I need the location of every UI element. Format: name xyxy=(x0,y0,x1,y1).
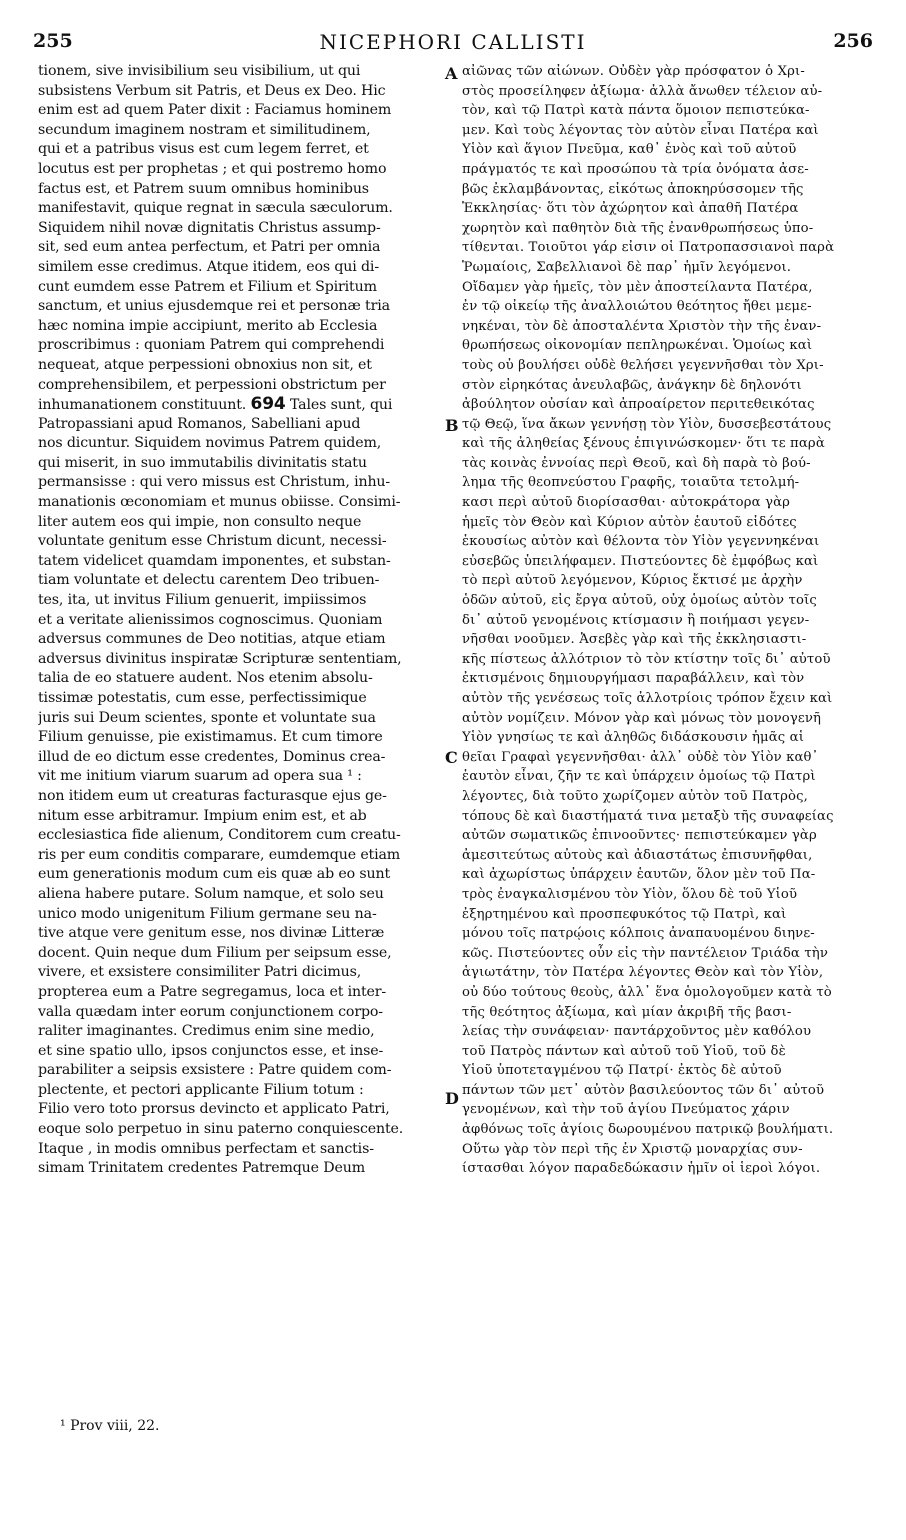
latin-text-line: cunt eumdem esse Patrem et Filium et Spiritum xyxy=(38,278,377,295)
greek-text-line: Ἐκκλησίας· ὅτι τὸν ἀχώρητον καὶ ἀπαθῆ Πατέρα xyxy=(462,201,799,217)
latin-text-line: Patropassiani apud Romanos, Sabelliani apud xyxy=(38,415,361,432)
latin-text-line: et sine spatio ullo, ipsos conjunctos esse, et inse- xyxy=(38,1042,384,1059)
greek-text-line: τρὸς ἐναγκαλισμένου τὸν Υἱὸν, ὅλου δὲ τοῦ Υἱοῦ xyxy=(462,886,798,902)
latin-text-line: nequeat, atque perpessioni obnoxius non sit, et xyxy=(38,356,372,373)
greek-text-line: αὐτῶν σωματικῶς ἐπινοοῦντες· πεπιστεύκαμεν γὰρ xyxy=(462,828,817,844)
latin-text-line: factus est, et Patrem suum omnibus hominibus xyxy=(38,180,369,197)
latin-text-line: plectente, et pectori applicante Filium totum : xyxy=(38,1081,364,1098)
greek-text-line: χωρητὸν καὶ παθητὸν διὰ τῆς ἐνανθρωπήσεως ὑπο- xyxy=(462,220,814,236)
greek-text-line: ὁδῶν αὐτοῦ, εἰς ἔργα αὐτοῦ, οὐχ ὁμοίως αὐτὸν τοῖς xyxy=(462,593,817,609)
latin-text-line: tionem, sive invisibilium seu visibilium, ut qui xyxy=(38,63,361,79)
latin-text-line: parabiliter a seipsis exsistere : Patre quidem com- xyxy=(38,1062,392,1079)
latin-text-line: talia de eo statuere audent. Nos etenim absolu- xyxy=(38,670,373,687)
greek-text-line: ἡμεῖς τὸν Θεὸν καὶ Κύριον αὐτὸν ἑαυτοῦ εἰδότες xyxy=(462,514,797,530)
latin-text-line: raliter imaginantes. Credimus enim sine medio, xyxy=(38,1023,375,1040)
latin-text-line: aliena habere putare. Solum namque, et solo seu xyxy=(38,885,384,902)
greek-text-line: ἐξηρτημένου καὶ προσπεφυκότος τῷ Πατρὶ, καὶ xyxy=(462,906,787,922)
latin-text-line: eoque solo perpetuo in sinu paterno conquiescente. xyxy=(38,1121,404,1138)
latin-text-line: vivere, et exsistere consimiliter Patri dicimus, xyxy=(38,964,362,981)
greek-text-line: τὸ περὶ αὐτοῦ λεγόμενον, Κύριος ἔκτισέ με ἀρχὴν xyxy=(462,573,803,589)
latin-text-line: adversus communes de Deo notitias, atque etiam xyxy=(38,631,386,648)
greek-text-line: νηκέναι, τὸν δὲ ἀποσταλέντα Χριστὸν τὴν τῆς ἐναν- xyxy=(462,318,822,334)
latin-text-line: qui miserit, in suo immutabilis divinitatis statu xyxy=(38,454,367,471)
greek-text-line: τίθενται. Τοιοῦτοι γάρ εἰσιν οἱ Πατροπασσιανοὶ παρὰ xyxy=(462,240,835,256)
latin-text-line: tiam voluntate et delectu carentem Deo tribuen- xyxy=(38,572,380,589)
latin-text-line: nitum esse arbitramur. Impium enim est, et ab xyxy=(38,807,367,824)
greek-text-line: δι᾽ αὐτοῦ γενομένοις κτίσμασιν ἢ ποιήμασι γεγεν- xyxy=(462,612,810,628)
greek-text-line: τόπους δὲ καὶ διαστήματά τινα μεταξὺ τῆς συναφείας xyxy=(462,808,834,824)
greek-text-line: στὸς προσείληφεν ἀξίωμα· ἀλλὰ ἄνωθεν τέλειον αὐ- xyxy=(462,83,823,99)
greek-text-line: στὸν εἰρηκότας ἀνευλαβῶς, ἀνάγκην δὲ δηλονότι xyxy=(462,377,802,393)
page-number-left: 255 xyxy=(33,30,73,52)
latin-text-line: hæc nomina impie accipiunt, merito ab Ecclesia xyxy=(38,317,378,334)
greek-text-line: πράγματός τε καὶ προσώπου τὰ τρία ὀνόματα ἀσε- xyxy=(462,161,809,177)
latin-text-line: ris per eum conditis comparare, eumdemque etiam xyxy=(38,846,401,863)
greek-text-line: Υἱὸν γνησίως τε καὶ ἀληθῶς διδάσκουσιν ἡμᾶς αἱ xyxy=(462,730,805,746)
greek-text-line: ἑκουσίως αὐτὸν καὶ θέλοντα τὸν Υἱὸν γεγεννηκέναι xyxy=(462,534,820,550)
latin-text-line: similem esse credimus. Atque itidem, eos qui di- xyxy=(38,258,379,275)
greek-text-line: λέγοντες, διὰ τοῦτο χωρίζομεν αὐτὸν τοῦ Πατρὸς, xyxy=(462,788,809,804)
page-number-right: 256 xyxy=(833,30,873,52)
latin-text-line: et a veritate alienissimos cognoscimus. Quoniam xyxy=(38,611,383,628)
greek-text-line: καὶ τῆς ἀληθείας ξένους ἐπιγινώσκομεν· ὅτι τε παρὰ xyxy=(462,436,825,452)
latin-text-line: sit, sed eum antea perfectum, et Patri per omnia xyxy=(38,239,381,256)
running-title: NICEPHORI CALLISTI xyxy=(319,30,587,54)
greek-text-line: κασι περὶ αὐτοῦ διορίσασθαι· αὐτοκράτορα γὰρ xyxy=(462,495,791,511)
latin-text-line: inhumanationem constituunt. 694 Tales sunt, qui xyxy=(38,395,393,415)
greek-text-line: λημα τῆς θεοπνεύστου Γραφῆς, τοιαῦτα τετολμή- xyxy=(462,475,800,491)
greek-text-line: κῶς. Πιστεύοντες οὖν εἰς τὴν παντέλειον Τριάδα τὴν xyxy=(462,945,828,961)
greek-text-line: θρωπήσεως οἰκονομίαν πεπληρωκέναι. Ὁμοίως καὶ xyxy=(462,338,813,354)
greek-text-line: οὐ δύο τούτους θεοὺς, ἀλλ᾽ ἕνα ὁμολογοῦμεν κατὰ τὸ xyxy=(462,984,832,1000)
greek-text-line: ἀβούλητον οὐσίαν καὶ ἀπροαίρετον περιτεθεικότας xyxy=(462,397,815,413)
greek-text-line: τὰς κοινὰς ἐννοίας περὶ Θεοῦ, καὶ δὴ παρὰ τὸ βού- xyxy=(462,455,811,471)
section-marker-a: A xyxy=(445,64,458,83)
latin-text-line: Filio vero toto prorsus devincto et applicato Patri, xyxy=(38,1101,390,1118)
latin-text-line: Filium genuisse, pie existimamus. Et cum timore xyxy=(38,729,383,746)
column-number: 694 xyxy=(250,395,286,415)
section-marker-d: D xyxy=(445,1089,459,1108)
latin-text-line: sanctum, et unius ejusdemque rei et personæ tria xyxy=(38,298,390,315)
latin-text-line: proscribimus : quoniam Patrem qui comprehendi xyxy=(38,337,385,354)
latin-text-line: simam Trinitatem credentes Patremque Deum xyxy=(38,1160,366,1177)
latin-text-line: illud de eo dictum esse credentes, Dominus crea- xyxy=(38,748,386,765)
greek-text-line: ἐκτισμένοις δημιουργήμασι παραβάλλειν, καὶ τὸν xyxy=(462,671,805,687)
latin-text-line: voluntate genitum esse Christum dicunt, necessi- xyxy=(38,533,387,550)
latin-text-line: qui et a patribus visus est cum legem ferret, et xyxy=(38,141,369,158)
greek-text-line: τοὺς οὐ βουλήσει οὐδὲ θελήσει γεγεννῆσθαι τὸν Χρι- xyxy=(462,357,824,373)
greek-text-line: Ῥωμαίοις, Σαβελλιανοὶ δὲ παρ᾽ ἡμῖν λεγόμενοι. xyxy=(462,259,792,275)
latin-text-line: nos dicuntur. Siquidem novimus Patrem quidem, xyxy=(38,435,382,452)
greek-text-line: νῆσθαι νοοῦμεν. Ἀσεβὲς γὰρ καὶ τῆς ἐκκλησιαστι- xyxy=(462,632,807,648)
greek-text-line: Οὕτω γὰρ τὸν περὶ τῆς ἐν Χριστῷ μοναρχίας συν- xyxy=(462,1141,803,1157)
latin-text-line: comprehensibilem, et perpessioni obstrictum per xyxy=(38,376,386,393)
greek-text-line: αἰῶνας τῶν αἰώνων. Οὐδὲν γὰρ πρόσφατον ὁ Χρι- xyxy=(462,64,805,79)
greek-text-line: Οἴδαμεν γὰρ ἡμεῖς, τὸν μὲν ἀποστείλαντα Πατέρα, xyxy=(462,279,813,295)
greek-text-line: λείας τὴν συνάφειαν· παντάρχοῦντος μὲν καθόλου xyxy=(462,1024,812,1040)
latin-text-line: Itaque , in modis omnibus perfectam et sanctis- xyxy=(38,1140,374,1157)
greek-text-line: πάντων τῶν μετ᾽ αὐτὸν βασιλεύοντος τῶν δι᾽ αὐτοῦ xyxy=(462,1082,825,1098)
latin-text-line: juris sui Deum scientes, sponte et voluntate sua xyxy=(38,709,376,726)
latin-column xyxy=(38,62,440,1179)
latin-text-line: tissimæ potestatis, cum esse, perfectissimique xyxy=(38,690,367,706)
greek-column xyxy=(462,62,864,1179)
section-marker-b: B xyxy=(445,416,459,435)
latin-text-line: docent. Quin neque dum Filium per seipsum esse, xyxy=(38,944,392,961)
greek-text-line: τῆς θεότητος ἀξίωμα, καὶ μίαν ἀκριβῆ τῆς βασι- xyxy=(462,1004,792,1020)
latin-text-line: liter autem eos qui impie, non consulto neque xyxy=(38,513,362,530)
latin-text-line: Siquidem nihil novæ dignitatis Christus assump- xyxy=(38,219,381,236)
latin-text-line: manifestavit, quique regnat in sæcula sæculorum. xyxy=(38,200,393,217)
latin-text-line: manationis œconomiam et munus obiisse. Consimi- xyxy=(38,494,401,511)
section-marker-c: C xyxy=(445,748,458,767)
greek-text-line: βῶς ἐκλαμβάνοντας, εἰκότως ἀποκηρύσσομεν τῆς xyxy=(462,181,804,197)
greek-text-line: μεν. Καὶ τοὺς λέγοντας τὸν αὐτὸν εἶναι Πατέρα καὶ xyxy=(462,122,819,138)
greek-text-line: τῷ Θεῷ, ἵνα ἄκων γεννήσῃ τὸν Υἱὸν, δυσσεβεστάτους xyxy=(462,416,832,432)
greek-text-line: Υἱοῦ ὑποτεταγμένου τῷ Πατρί· ἐκτὸς δὲ αὐτοῦ xyxy=(462,1063,782,1079)
latin-text-line: propterea eum a Patre segregamus, loca et inter- xyxy=(38,983,387,1000)
greek-text-line: αὐτὸν νομίζειν. Μόνον γὰρ καὶ μόνως τὸν μονογενῆ xyxy=(462,710,822,726)
latin-text-line: non itidem eum ut creaturas facturasque ejus ge- xyxy=(38,787,387,804)
latin-text-line: secundum imaginem nostram et similitudinem, xyxy=(38,121,371,138)
greek-text-line: τὸν, καὶ τῷ Πατρὶ κατὰ πάντα ὅμοιον πεπιστεύκα- xyxy=(462,103,810,119)
latin-text-line: locutus est per prophetas ; et qui postremo homo xyxy=(38,160,387,177)
greek-text-line: ἀφθόνως τοῖς ἁγίοις δωρουμένου πατρικῷ βουλήματι. xyxy=(462,1122,834,1138)
greek-text-line: αὐτὸν τῆς γενέσεως τοῖς ἀλλοτρίοις τρόπον ἔχειν καὶ xyxy=(462,691,833,706)
greek-text-line: θεῖαι Γραφαὶ γεγεννῆσθαι· ἀλλ᾽ οὐδὲ τὸν Υἱὸν καθ᾽ xyxy=(462,749,819,765)
greek-text-line: μόνου τοῖς πατρῴοις κόλποις ἀναπαυομένου διηνε- xyxy=(462,926,815,942)
latin-text-line: tatem videlicet quamdam imponentes, et substan- xyxy=(38,552,391,569)
greek-text-line: ίστασθαι λόγον παραδεδώκασιν ἡμῖν οἱ ἱεροὶ λόγοι. xyxy=(462,1161,821,1177)
greek-text-line: εὐσεβῶς ὑπειλήφαμεν. Πιστεύοντες δὲ ἐμφόβως καὶ xyxy=(462,553,819,569)
latin-text-line: subsistens Verbum sit Patris, et Deus ex Deo. Hic xyxy=(38,82,386,99)
greek-text-line: ἑαυτὸν εἶναι, ζῆν τε καὶ ὑπάρχειν ὁμοίως τῷ Πατρὶ xyxy=(462,769,816,785)
latin-text-line: tes, ita, ut invitus Filium genuerit, impiissimos xyxy=(38,592,367,609)
latin-text-line: enim est ad quem Pater dixit : Faciamus hominem xyxy=(38,102,392,119)
greek-text-line: Υἱὸν καὶ ἅγιον Πνεῦμα, καθ᾽ ἑνὸς καὶ τοῦ αὐτοῦ xyxy=(462,142,797,158)
greek-text-line: γενομένων, καὶ τὴν τοῦ ἁγίου Πνεύματος χάριν xyxy=(462,1102,790,1118)
latin-text-line: unico modo unigenitum Filium germane seu na- xyxy=(38,905,377,922)
footnote: ¹ Prov viii, 22. xyxy=(60,1418,160,1434)
latin-text-line: valla quædam inter eorum conjunctionem corpo- xyxy=(38,1003,383,1020)
greek-text-line: ἀμεσιτεύτως αὐτοὺς καὶ ἀδιαστάτως ἐπισυνῆφθαι, xyxy=(462,847,813,863)
greek-text-line: ἁγιωτάτην, τὸν Πατέρα λέγοντες Θεὸν καὶ τὸν Υἱὸν, xyxy=(462,965,824,981)
greek-text-line: ἐν τῷ οἰκείῳ τῆς ἀναλλοιώτου θεότητος ἤθει μεμε- xyxy=(462,299,812,315)
greek-text-line: κῆς πίστεως ἀλλότριον τὸ τὸν κτίστην τοῖς δι᾽ αὐτοῦ xyxy=(462,651,831,667)
greek-text-line: τοῦ Πατρὸς πάντων καὶ αὐτοῦ τοῦ Υἱοῦ, τοῦ δὲ xyxy=(462,1043,786,1059)
latin-text-line: vit me initium viarum suarum ad opera sua ¹ : xyxy=(38,768,362,785)
latin-text-line: ecclesiastica fide alienum, Conditorem cum creatu- xyxy=(38,827,401,844)
latin-text-line: eum generationis modum cum eis quæ ab eo sunt xyxy=(38,866,391,883)
latin-text-line: adversus divinitus inspiratæ Scripturæ sententiam, xyxy=(38,650,402,667)
latin-text-line: tive atque vere genitum esse, nos divinæ Litteræ xyxy=(38,925,385,942)
greek-text-line: καὶ ἀχωρίστως ὑπάρχειν ἑαυτῶν, ὅλον μὲν τοῦ Πα- xyxy=(462,867,816,883)
latin-text-line: permansisse : qui vero missus est Christum, inhu- xyxy=(38,474,391,491)
